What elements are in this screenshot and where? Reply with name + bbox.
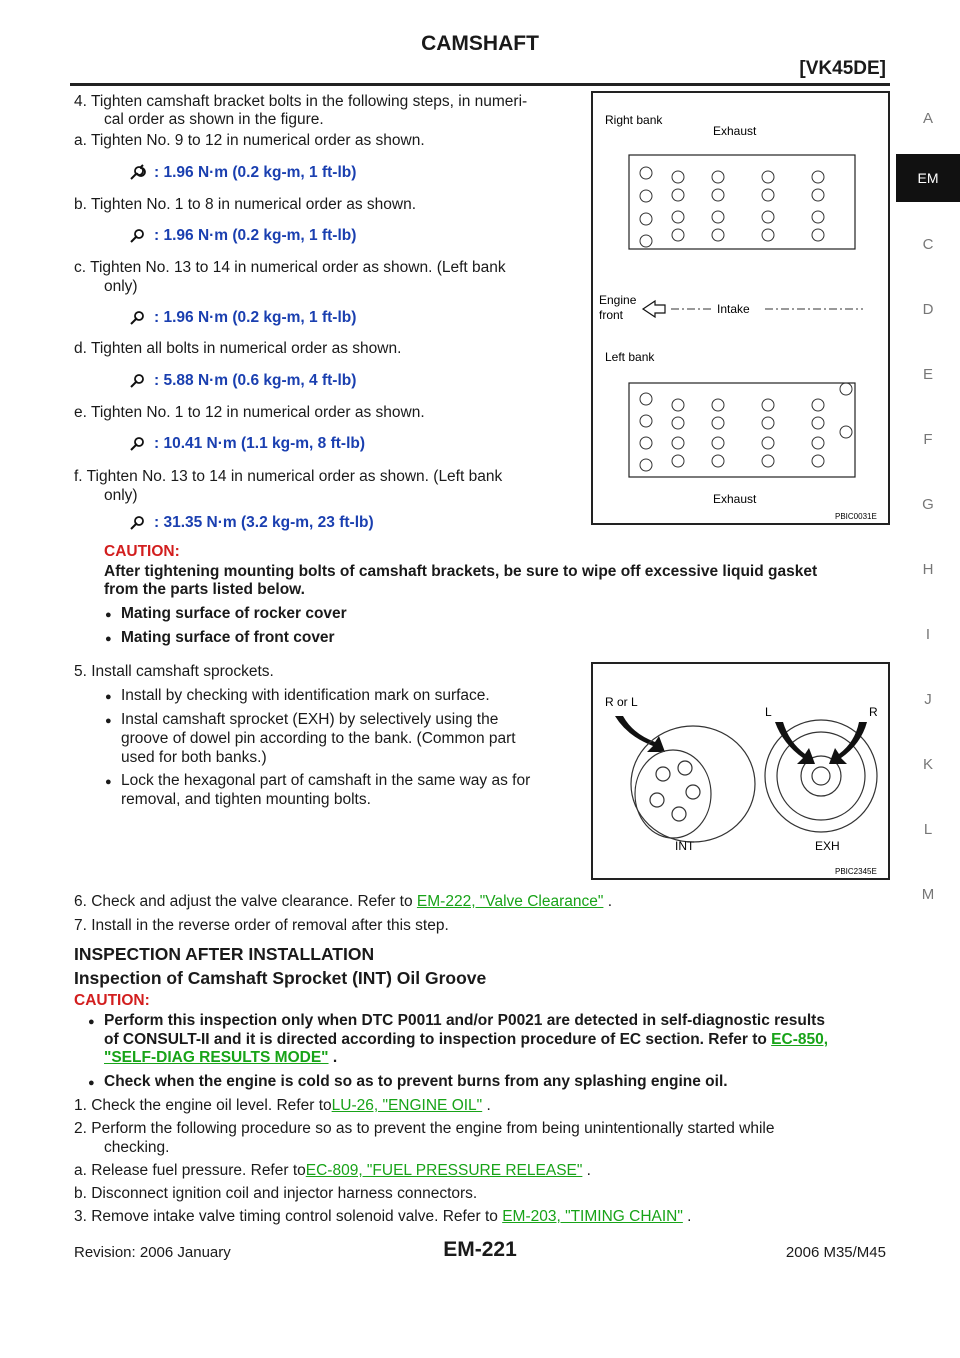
fig2-arrow-int-icon <box>615 716 665 752</box>
caution2-tail: . <box>328 1049 338 1066</box>
engine-model: [VK45DE] <box>799 58 886 79</box>
step4b-torque <box>128 227 356 245</box>
side-index-j[interactable]: J <box>924 691 932 708</box>
link-lu-26[interactable]: LU-26, "ENGINE OIL" <box>331 1097 483 1114</box>
inspect-step2a-text: a. Release fuel pressure. Refer to <box>74 1162 306 1179</box>
page-title: CAMSHAFT <box>421 32 539 55</box>
side-index-h[interactable]: H <box>922 561 934 578</box>
step6-tail: . <box>603 893 613 910</box>
step4f-line1: f. Tighten No. 13 to 14 in numerical order as shown. (Left bank <box>74 468 503 485</box>
inspect-step3-tail: . <box>682 1208 692 1225</box>
fig2-code: PBIC2345E <box>835 867 877 876</box>
fig-intake-label: Intake <box>717 302 750 316</box>
fig1-code: PBIC0031E <box>835 512 877 521</box>
step5-bullet2-line3: used for both banks.) <box>121 749 267 766</box>
side-index-m[interactable]: M <box>921 886 935 903</box>
step4a-text: a. Tighten No. 9 to 12 in numerical order as shown. <box>74 132 425 149</box>
caution2-bullet1-line3 <box>104 1048 337 1068</box>
fig-right-bank-label: Right bank <box>605 113 663 127</box>
torque-value: : 31.35 N·m (3.2 kg-m, 23 ft-lb) <box>154 514 374 532</box>
inspect-step2-line1: 2. Perform the following procedure so as to prevent the engine from being unintentionally started while <box>74 1120 775 1137</box>
step5-bullet1: ● Install by checking with identification mark on surface. <box>121 686 490 706</box>
side-index-em-active[interactable]: EM <box>896 154 960 202</box>
fig2-l-label: L <box>765 705 772 719</box>
caution1-item-rocker-cover: ● Mating surface of rocker cover <box>121 604 347 624</box>
torque-value: : 10.41 N·m (1.1 kg-m, 8 ft-lb) <box>154 435 366 453</box>
side-index-d[interactable]: D <box>922 301 934 318</box>
side-index-f[interactable]: F <box>923 431 933 448</box>
step4c-line2: only) <box>104 278 138 295</box>
side-index-l[interactable]: L <box>923 821 933 838</box>
link-ec-809[interactable]: EC-809, "FUEL PRESSURE RELEASE" <box>305 1162 583 1179</box>
step5-title: 5. Install camshaft sprockets. <box>74 663 274 680</box>
page-number: EM-221 <box>443 1238 517 1261</box>
fig2-exh-label: EXH <box>815 839 840 853</box>
fig-left-bank-label: Left bank <box>605 350 655 364</box>
step6-text: 6. Check and adjust the valve clearance. Refer to <box>74 893 417 910</box>
step5-bullet3-line2: removal, and tighten mounting bolts. <box>121 791 371 808</box>
side-index-k[interactable]: K <box>922 756 933 773</box>
footer-model: 2006 M35/M45 <box>785 1244 886 1261</box>
torque-wrench-icon <box>128 435 146 453</box>
fig2-int-label: INT <box>675 839 695 853</box>
header-rule <box>70 83 890 86</box>
caution1-text-line2: from the parts listed below. <box>104 581 305 598</box>
step4e-torque <box>128 435 365 453</box>
step5-bullet2-line2: groove of dowel pin according to the bank. (Common part <box>121 730 516 747</box>
step4-intro-line2: cal order as shown in the figure. <box>104 111 324 128</box>
side-index-g[interactable]: G <box>922 496 934 513</box>
step7: 7. Install in the reverse order of removal after this step. <box>74 917 449 934</box>
caution1-item-front-cover: ● Mating surface of front cover <box>121 628 335 648</box>
fig-exhaust-bottom-label: Exhaust <box>713 492 757 506</box>
inspect-step3-text: 3. Remove intake valve timing control solenoid valve. Refer to <box>74 1208 503 1225</box>
fig-exhaust-top-label: Exhaust <box>713 124 757 138</box>
torque-wrench-icon <box>128 309 146 327</box>
section-subheading: Inspection of Camshaft Sprocket (INT) Oil Groove <box>74 968 487 988</box>
inspect-step2a-tail: . <box>582 1162 591 1179</box>
step5-bullet2-line1: ● Instal camshaft sprocket (EXH) by selectively using the <box>121 710 583 730</box>
step4-intro-line1: 4. Tighten camshaft bracket bolts in the following steps, in numeri- <box>74 93 528 110</box>
torque-wrench-icon <box>128 164 146 182</box>
step4c-line1: c. Tighten No. 13 to 14 in numerical order as shown. (Left bank <box>74 259 506 276</box>
step4d-torque <box>128 372 356 390</box>
caution1-label: CAUTION: <box>104 543 180 560</box>
side-index-i[interactable]: I <box>925 626 931 643</box>
side-index-c[interactable]: C <box>922 236 934 253</box>
inspect-step1-text: 1. Check the engine oil level. Refer to <box>74 1097 332 1114</box>
torque-wrench-icon <box>128 514 146 532</box>
inspect-step1 <box>74 1096 491 1116</box>
caution2-bullet2: ● Check when the engine is cold so as to prevent burns from any splashing engine oil. <box>104 1072 728 1092</box>
torque-value: : 1.96 N·m (0.2 kg-m, 1 ft-lb) <box>154 309 357 327</box>
caution2-bullet1-line1: ● Perform this inspection only when DTC P0011 and/or P0021 are detected in self-diagnostic results <box>104 1011 890 1031</box>
bolt-order-diagram <box>593 93 888 523</box>
link-self-diag-results-mode[interactable]: "SELF-DIAG RESULTS MODE" <box>104 1049 329 1066</box>
torque-wrench-icon <box>128 227 146 245</box>
torque-value: : 5.88 N·m (0.6 kg-m, 4 ft-lb) <box>154 372 357 390</box>
step4a-torque <box>128 164 356 182</box>
caution2-label: CAUTION: <box>74 992 150 1009</box>
link-em-203[interactable]: EM-203, "TIMING CHAIN" <box>502 1208 683 1225</box>
torque-wrench-icon <box>128 372 146 390</box>
fig-engine-front-label-2: front <box>599 308 624 322</box>
caution1-text-line1: After tightening mounting bolts of camshaft brackets, be sure to wipe off excessive liquid gasket <box>104 563 818 580</box>
step4d-text: d. Tighten all bolts in numerical order as shown. <box>74 340 402 357</box>
fig2-r-label: R <box>869 705 878 719</box>
link-ec-850[interactable]: EC-850, <box>771 1031 829 1048</box>
fig-engine-front-label-1: Engine <box>599 293 637 307</box>
step4f-line2: only) <box>104 487 138 504</box>
caution2-text: of CONSULT-II and it is directed according to inspection procedure of EC section. Refer to <box>104 1031 772 1048</box>
inspect-step2b: b. Disconnect ignition coil and injector harness connectors. <box>74 1185 478 1202</box>
fig-front-arrow-icon <box>643 301 665 317</box>
inspect-step2-line2: checking. <box>104 1139 170 1156</box>
link-em-222[interactable]: EM-222, "Valve Clearance" <box>416 893 604 910</box>
step4b-text: b. Tighten No. 1 to 8 in numerical order as shown. <box>74 196 417 213</box>
step4f-torque <box>128 514 374 532</box>
step4c-torque <box>128 309 356 327</box>
inspect-step1-tail: . <box>482 1097 491 1114</box>
bolt-order-figure <box>591 91 890 525</box>
step4e-text: e. Tighten No. 1 to 12 in numerical order as shown. <box>74 404 425 421</box>
side-index-a[interactable]: A <box>922 110 933 127</box>
step6 <box>74 892 612 912</box>
fig2-r-or-l-label: R or L <box>605 695 638 709</box>
sprocket-diagram <box>593 664 888 878</box>
section-heading: INSPECTION AFTER INSTALLATION <box>74 944 375 964</box>
sprocket-figure <box>591 662 890 880</box>
inspect-step3 <box>74 1207 691 1227</box>
step5-bullet3-line1: ● Lock the hexagonal part of camshaft in the same way as for <box>121 771 583 791</box>
side-index-e[interactable]: E <box>922 366 933 383</box>
torque-value: : 1.96 N·m (0.2 kg-m, 1 ft-lb) <box>154 227 357 245</box>
inspect-step2a <box>74 1161 591 1181</box>
caution2-bullet1-line2 <box>104 1030 828 1050</box>
torque-value: : 1.96 N·m (0.2 kg-m, 1 ft-lb) <box>154 164 357 182</box>
footer-revision: Revision: 2006 January <box>74 1244 231 1261</box>
